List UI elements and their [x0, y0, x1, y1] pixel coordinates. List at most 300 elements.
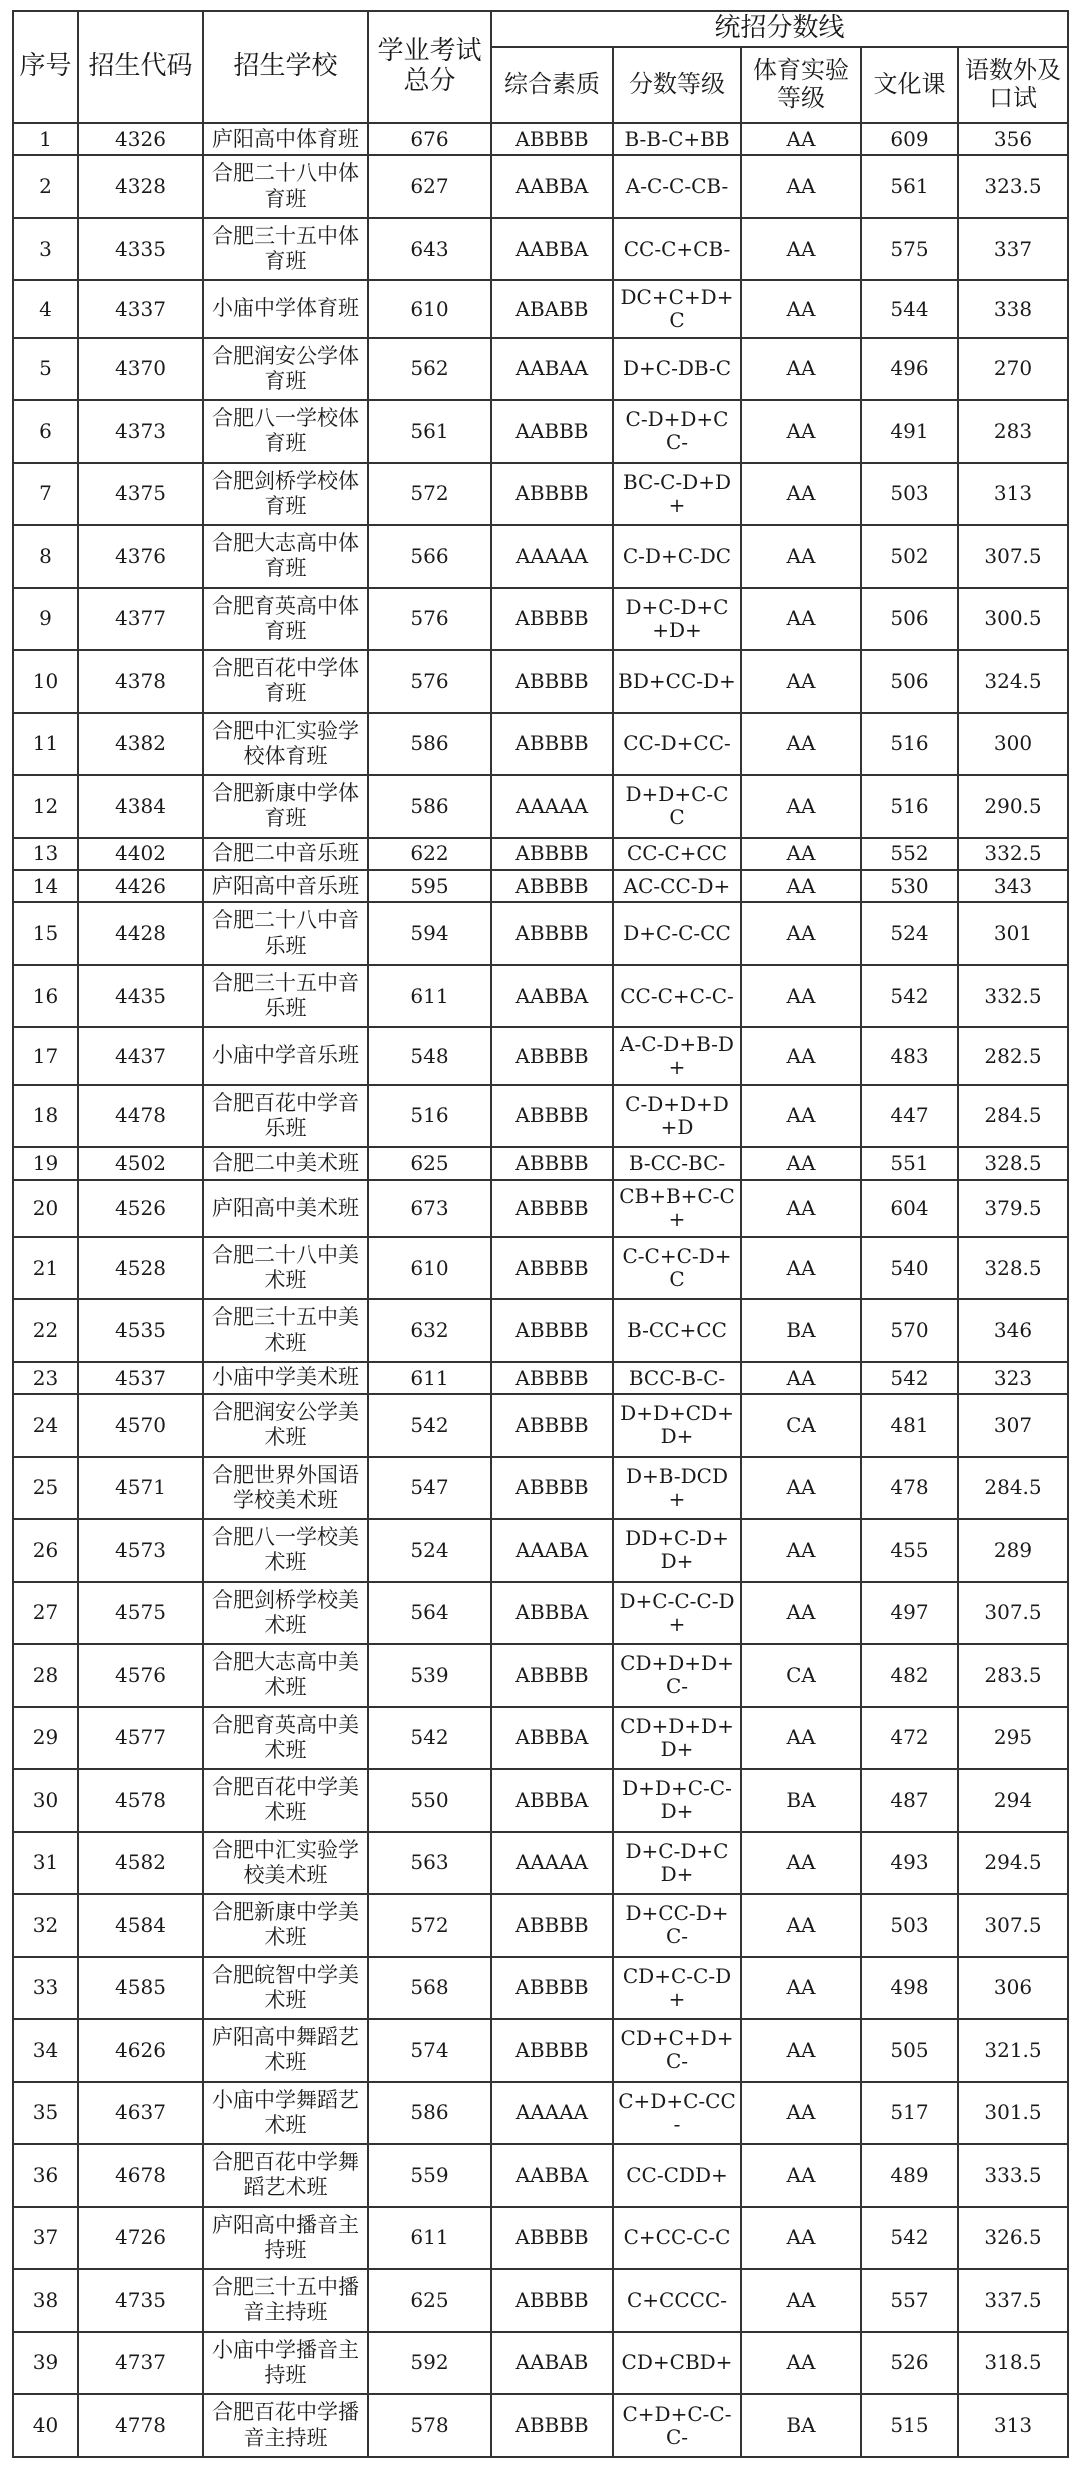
cell-index: 5: [13, 338, 78, 400]
table-row: [13, 1582, 1068, 1644]
cell-total: 561: [368, 400, 491, 462]
table-row: [13, 2019, 1068, 2081]
cell-school: 庐阳高中舞蹈艺术班: [203, 2019, 368, 2081]
cell-index: 24: [13, 1394, 78, 1456]
cell-school: 合肥新康中学美术班: [203, 1894, 368, 1956]
cell-school: 合肥百花中学体育班: [203, 650, 368, 712]
cell-code: 4377: [78, 588, 203, 650]
cell-grade: C+CCCC-: [613, 2269, 741, 2331]
cell-total: 595: [368, 870, 491, 902]
cell-code: 4478: [78, 1085, 203, 1147]
cell-quality: ABBBB: [491, 1085, 613, 1147]
table-row: [13, 1147, 1068, 1179]
cell-index: 2: [13, 155, 78, 217]
cell-school: 合肥世界外国语学校美术班: [203, 1457, 368, 1519]
cell-code: 4637: [78, 2082, 203, 2144]
cell-pe: AA: [741, 1707, 861, 1769]
cell-culture: 498: [861, 1957, 958, 2019]
cell-pe: AA: [741, 2332, 861, 2394]
cell-lang: 356: [958, 123, 1068, 155]
cell-culture: 575: [861, 218, 958, 280]
cell-grade: BC-C-D+D+: [613, 463, 741, 525]
cell-total: 622: [368, 838, 491, 870]
cell-quality: ABBBB: [491, 1299, 613, 1361]
cell-code: 4737: [78, 2332, 203, 2394]
cell-total: 576: [368, 588, 491, 650]
cell-pe: AA: [741, 123, 861, 155]
cell-school: 合肥百花中学播音主持班: [203, 2394, 368, 2457]
cell-grade: D+C-C-CC: [613, 902, 741, 964]
cell-index: 8: [13, 525, 78, 587]
cell-culture: 472: [861, 1707, 958, 1769]
cell-grade: C+D+C-CC-: [613, 2082, 741, 2144]
cell-lang: 323: [958, 1362, 1068, 1394]
cell-pe: AA: [741, 1085, 861, 1147]
cell-lang: 284.5: [958, 1457, 1068, 1519]
cell-grade: C-D+C-DC: [613, 525, 741, 587]
cell-grade: CD+D+D+D+: [613, 1707, 741, 1769]
cell-culture: 489: [861, 2144, 958, 2206]
cell-total: 610: [368, 1237, 491, 1299]
cell-lang: 307.5: [958, 525, 1068, 587]
cell-culture: 542: [861, 2207, 958, 2269]
cell-code: 4778: [78, 2394, 203, 2457]
cell-index: 32: [13, 1894, 78, 1956]
cell-total: 542: [368, 1707, 491, 1769]
cell-quality: AABAB: [491, 2332, 613, 2394]
table-row: [13, 1085, 1068, 1147]
cell-school: 合肥润安公学体育班: [203, 338, 368, 400]
cell-code: 4502: [78, 1147, 203, 1179]
cell-lang: 379.5: [958, 1180, 1068, 1237]
header-total: 学业考试总分: [368, 11, 491, 123]
cell-school: 合肥皖智中学美术班: [203, 1957, 368, 2019]
cell-total: 559: [368, 2144, 491, 2206]
cell-index: 21: [13, 1237, 78, 1299]
cell-code: 4426: [78, 870, 203, 902]
cell-grade: D+D+C-C-D+: [613, 1769, 741, 1831]
cell-quality: AABBA: [491, 2144, 613, 2206]
cell-culture: 496: [861, 338, 958, 400]
cell-grade: CC-CDD+: [613, 2144, 741, 2206]
cell-grade: A-C-D+B-D+: [613, 1027, 741, 1084]
cell-grade: B-CC+CC: [613, 1299, 741, 1361]
cell-lang: 284.5: [958, 1085, 1068, 1147]
cell-culture: 447: [861, 1085, 958, 1147]
cell-pe: AA: [741, 870, 861, 902]
cell-lang: 294: [958, 1769, 1068, 1831]
cell-index: 40: [13, 2394, 78, 2457]
cell-quality: ABBBB: [491, 1957, 613, 2019]
cell-quality: ABBBB: [491, 713, 613, 775]
cell-quality: ABBBB: [491, 2269, 613, 2331]
table-row: [13, 2332, 1068, 2394]
cell-school: 合肥育英高中美术班: [203, 1707, 368, 1769]
table-row: [13, 870, 1068, 902]
cell-quality: ABBBA: [491, 1707, 613, 1769]
cell-quality: AAAAA: [491, 525, 613, 587]
cell-quality: ABBBB: [491, 1147, 613, 1179]
cell-school: 合肥大志高中美术班: [203, 1644, 368, 1706]
cell-total: 611: [368, 2207, 491, 2269]
cell-quality: ABBBB: [491, 1237, 613, 1299]
cell-code: 4585: [78, 1957, 203, 2019]
cell-lang: 301.5: [958, 2082, 1068, 2144]
cell-quality: AABBB: [491, 400, 613, 462]
cell-pe: AA: [741, 1180, 861, 1237]
cell-school: 合肥三十五中美术班: [203, 1299, 368, 1361]
cell-school: 合肥八一学校体育班: [203, 400, 368, 462]
cell-total: 673: [368, 1180, 491, 1237]
table-row: [13, 1519, 1068, 1581]
table-row: [13, 775, 1068, 837]
cell-total: 516: [368, 1085, 491, 1147]
cell-pe: AA: [741, 1457, 861, 1519]
cell-quality: ABBBB: [491, 1457, 613, 1519]
cell-grade: A-C-C-CB-: [613, 155, 741, 217]
cell-culture: 544: [861, 280, 958, 337]
cell-index: 30: [13, 1769, 78, 1831]
cell-lang: 328.5: [958, 1237, 1068, 1299]
cell-total: 572: [368, 463, 491, 525]
table-row: [13, 218, 1068, 280]
cell-grade: CD+C+D+C-: [613, 2019, 741, 2081]
cell-culture: 542: [861, 965, 958, 1027]
cell-school: 合肥二中音乐班: [203, 838, 368, 870]
table-row: [13, 1644, 1068, 1706]
cell-school: 小庙中学体育班: [203, 280, 368, 337]
cell-school: 庐阳高中美术班: [203, 1180, 368, 1237]
cell-lang: 324.5: [958, 650, 1068, 712]
cell-index: 4: [13, 280, 78, 337]
cell-index: 16: [13, 965, 78, 1027]
cell-index: 23: [13, 1362, 78, 1394]
cell-quality: AAAAA: [491, 2082, 613, 2144]
cell-code: 4335: [78, 218, 203, 280]
cell-school: 小庙中学音乐班: [203, 1027, 368, 1084]
cell-pe: AA: [741, 1027, 861, 1084]
cell-grade: BD+CC-D+: [613, 650, 741, 712]
cell-total: 643: [368, 218, 491, 280]
header-quality: 综合素质: [491, 47, 613, 123]
cell-quality: ABBBB: [491, 2394, 613, 2457]
cell-pe: AA: [741, 650, 861, 712]
cell-lang: 321.5: [958, 2019, 1068, 2081]
cell-grade: B-CC-BC-: [613, 1147, 741, 1179]
table-row: [13, 155, 1068, 217]
cell-code: 4577: [78, 1707, 203, 1769]
cell-pe: AA: [741, 525, 861, 587]
table-row: [13, 2394, 1068, 2457]
cell-pe: AA: [741, 1832, 861, 1894]
cell-code: 4535: [78, 1299, 203, 1361]
cell-culture: 487: [861, 1769, 958, 1831]
cell-culture: 557: [861, 2269, 958, 2331]
cell-grade: D+C-D+C+D+: [613, 588, 741, 650]
cell-index: 19: [13, 1147, 78, 1179]
cell-pe: BA: [741, 1299, 861, 1361]
cell-quality: ABBBB: [491, 1644, 613, 1706]
cell-school: 小庙中学播音主持班: [203, 2332, 368, 2394]
cell-code: 4573: [78, 1519, 203, 1581]
table-row: [13, 1237, 1068, 1299]
header-code: 招生代码: [78, 11, 203, 123]
cell-code: 4578: [78, 1769, 203, 1831]
cell-culture: 530: [861, 870, 958, 902]
table-row: [13, 1180, 1068, 1237]
cell-school: 合肥新康中学体育班: [203, 775, 368, 837]
cell-lang: 318.5: [958, 2332, 1068, 2394]
cell-total: 564: [368, 1582, 491, 1644]
cell-culture: 503: [861, 1894, 958, 1956]
cell-culture: 542: [861, 1362, 958, 1394]
header-pe: 体育实验等级: [741, 47, 861, 123]
cell-lang: 270: [958, 338, 1068, 400]
cell-school: 合肥三十五中体育班: [203, 218, 368, 280]
cell-quality: ABBBB: [491, 1180, 613, 1237]
cell-pe: AA: [741, 965, 861, 1027]
cell-code: 4373: [78, 400, 203, 462]
cell-index: 18: [13, 1085, 78, 1147]
cell-pe: AA: [741, 463, 861, 525]
cell-quality: ABBBB: [491, 2207, 613, 2269]
cell-code: 4537: [78, 1362, 203, 1394]
cell-grade: CC-C+CC: [613, 838, 741, 870]
cell-index: 10: [13, 650, 78, 712]
cell-culture: 524: [861, 902, 958, 964]
cell-lang: 307.5: [958, 1894, 1068, 1956]
cell-lang: 307.5: [958, 1582, 1068, 1644]
cell-grade: CC-C+C-C-: [613, 965, 741, 1027]
cell-index: 11: [13, 713, 78, 775]
cell-total: 563: [368, 1832, 491, 1894]
table-row: [13, 1362, 1068, 1394]
cell-culture: 502: [861, 525, 958, 587]
cell-total: 676: [368, 123, 491, 155]
cell-lang: 301: [958, 902, 1068, 964]
cell-pe: CA: [741, 1394, 861, 1456]
cell-school: 合肥二十八中美术班: [203, 1237, 368, 1299]
cell-index: 37: [13, 2207, 78, 2269]
cell-grade: BCC-B-C-: [613, 1362, 741, 1394]
cell-code: 4382: [78, 713, 203, 775]
cell-code: 4582: [78, 1832, 203, 1894]
header-school: 招生学校: [203, 11, 368, 123]
cell-school: 庐阳高中体育班: [203, 123, 368, 155]
cell-grade: DC+C+D+C: [613, 280, 741, 337]
cell-grade: D+C-DB-C: [613, 338, 741, 400]
table-row: [13, 588, 1068, 650]
cell-grade: D+C-D+CD+: [613, 1832, 741, 1894]
cell-culture: 491: [861, 400, 958, 462]
cell-lang: 337: [958, 218, 1068, 280]
cell-total: 524: [368, 1519, 491, 1581]
cell-index: 31: [13, 1832, 78, 1894]
cell-lang: 332.5: [958, 838, 1068, 870]
cell-culture: 540: [861, 1237, 958, 1299]
cell-index: 3: [13, 218, 78, 280]
cell-lang: 328.5: [958, 1147, 1068, 1179]
table-row: [13, 400, 1068, 462]
cell-lang: 346: [958, 1299, 1068, 1361]
cell-total: 610: [368, 280, 491, 337]
cell-code: 4437: [78, 1027, 203, 1084]
cell-index: 9: [13, 588, 78, 650]
cell-school: 合肥二十八中体育班: [203, 155, 368, 217]
cell-lang: 343: [958, 870, 1068, 902]
cell-quality: AAAAA: [491, 1832, 613, 1894]
cell-code: 4384: [78, 775, 203, 837]
cell-school: 合肥润安公学美术班: [203, 1394, 368, 1456]
cell-pe: BA: [741, 1769, 861, 1831]
cell-grade: C-D+D+D+D: [613, 1085, 741, 1147]
cell-code: 4337: [78, 280, 203, 337]
cell-index: 13: [13, 838, 78, 870]
cell-school: 合肥中汇实验学校体育班: [203, 713, 368, 775]
cell-school: 合肥育英高中体育班: [203, 588, 368, 650]
cell-grade: D+CC-D+C-: [613, 1894, 741, 1956]
cell-total: 611: [368, 1362, 491, 1394]
cell-lang: 323.5: [958, 155, 1068, 217]
cell-school: 庐阳高中播音主持班: [203, 2207, 368, 2269]
cell-code: 4528: [78, 1237, 203, 1299]
table-row: [13, 1769, 1068, 1831]
cell-quality: AABAA: [491, 338, 613, 400]
table-row: [13, 2269, 1068, 2331]
cell-total: 611: [368, 965, 491, 1027]
cell-index: 7: [13, 463, 78, 525]
cell-school: 合肥二中美术班: [203, 1147, 368, 1179]
cell-school: 合肥三十五中音乐班: [203, 965, 368, 1027]
cell-lang: 295: [958, 1707, 1068, 1769]
cell-school: 合肥百花中学音乐班: [203, 1085, 368, 1147]
cell-culture: 516: [861, 775, 958, 837]
cell-code: 4402: [78, 838, 203, 870]
cell-pe: AA: [741, 1519, 861, 1581]
cell-pe: AA: [741, 1957, 861, 2019]
cell-school: 合肥百花中学美术班: [203, 1769, 368, 1831]
cell-school: 合肥剑桥学校体育班: [203, 463, 368, 525]
cell-pe: AA: [741, 1894, 861, 1956]
table-header: [13, 11, 1068, 123]
cell-lang: 283.5: [958, 1644, 1068, 1706]
cell-index: 14: [13, 870, 78, 902]
cell-total: 547: [368, 1457, 491, 1519]
cell-school: 合肥八一学校美术班: [203, 1519, 368, 1581]
cell-culture: 604: [861, 1180, 958, 1237]
header-grade: 分数等级: [613, 47, 741, 123]
cell-total: 562: [368, 338, 491, 400]
cell-lang: 300.5: [958, 588, 1068, 650]
cell-culture: 503: [861, 463, 958, 525]
cell-grade: D+C-C-C-D+: [613, 1582, 741, 1644]
cell-school: 合肥百花中学舞蹈艺术班: [203, 2144, 368, 2206]
cell-culture: 493: [861, 1832, 958, 1894]
cell-index: 20: [13, 1180, 78, 1237]
cell-index: 12: [13, 775, 78, 837]
cell-total: 627: [368, 155, 491, 217]
table-row: [13, 1894, 1068, 1956]
cell-grade: D+B-DCD+: [613, 1457, 741, 1519]
cell-total: 566: [368, 525, 491, 587]
cell-quality: ABBBB: [491, 1394, 613, 1456]
cell-total: 594: [368, 902, 491, 964]
cell-code: 4576: [78, 1644, 203, 1706]
cell-index: 34: [13, 2019, 78, 2081]
cell-school: 合肥大志高中体育班: [203, 525, 368, 587]
cell-school: 庐阳高中音乐班: [203, 870, 368, 902]
cell-index: 6: [13, 400, 78, 462]
cell-lang: 313: [958, 2394, 1068, 2457]
cell-culture: 526: [861, 2332, 958, 2394]
cell-culture: 482: [861, 1644, 958, 1706]
cell-pe: AA: [741, 1362, 861, 1394]
cell-index: 25: [13, 1457, 78, 1519]
cell-index: 15: [13, 902, 78, 964]
table-row: [13, 965, 1068, 1027]
table-row: [13, 838, 1068, 870]
cell-lang: 294.5: [958, 1832, 1068, 1894]
cell-grade: CD+C-C-D+: [613, 1957, 741, 2019]
cell-school: 合肥剑桥学校美术班: [203, 1582, 368, 1644]
cell-index: 27: [13, 1582, 78, 1644]
cell-total: 539: [368, 1644, 491, 1706]
cell-pe: AA: [741, 1582, 861, 1644]
cell-total: 578: [368, 2394, 491, 2457]
cell-pe: AA: [741, 280, 861, 337]
cell-code: 4428: [78, 902, 203, 964]
cell-grade: CC-D+CC-: [613, 713, 741, 775]
cell-index: 39: [13, 2332, 78, 2394]
cell-code: 4370: [78, 338, 203, 400]
cell-pe: AA: [741, 2019, 861, 2081]
table-row: [13, 2082, 1068, 2144]
cell-pe: AA: [741, 838, 861, 870]
cell-quality: ABBBA: [491, 1582, 613, 1644]
cell-grade: CD+D+D+C-: [613, 1644, 741, 1706]
cell-quality: ABBBB: [491, 902, 613, 964]
cell-lang: 300: [958, 713, 1068, 775]
cell-lang: 332.5: [958, 965, 1068, 1027]
cell-total: 586: [368, 713, 491, 775]
cell-pe: CA: [741, 1644, 861, 1706]
cell-lang: 289: [958, 1519, 1068, 1581]
cell-culture: 517: [861, 2082, 958, 2144]
cell-code: 4435: [78, 965, 203, 1027]
cell-code: 4584: [78, 1894, 203, 1956]
cell-grade: D+D+CD+D+: [613, 1394, 741, 1456]
cell-pe: AA: [741, 218, 861, 280]
cell-index: 33: [13, 1957, 78, 2019]
cell-index: 1: [13, 123, 78, 155]
admission-score-table: [12, 10, 1069, 2458]
header-index: 序号: [13, 11, 78, 123]
cell-lang: 313: [958, 463, 1068, 525]
table-row: [13, 1957, 1068, 2019]
cell-code: 4526: [78, 1180, 203, 1237]
cell-school: 合肥中汇实验学校美术班: [203, 1832, 368, 1894]
cell-pe: AA: [741, 400, 861, 462]
cell-quality: AAAAA: [491, 775, 613, 837]
cell-grade: C+D+C-C-C-: [613, 2394, 741, 2457]
cell-culture: 481: [861, 1394, 958, 1456]
cell-quality: AABBA: [491, 965, 613, 1027]
cell-lang: 326.5: [958, 2207, 1068, 2269]
header-culture: 文化课: [861, 47, 958, 123]
cell-pe: BA: [741, 2394, 861, 2457]
cell-index: 38: [13, 2269, 78, 2331]
cell-total: 572: [368, 1894, 491, 1956]
